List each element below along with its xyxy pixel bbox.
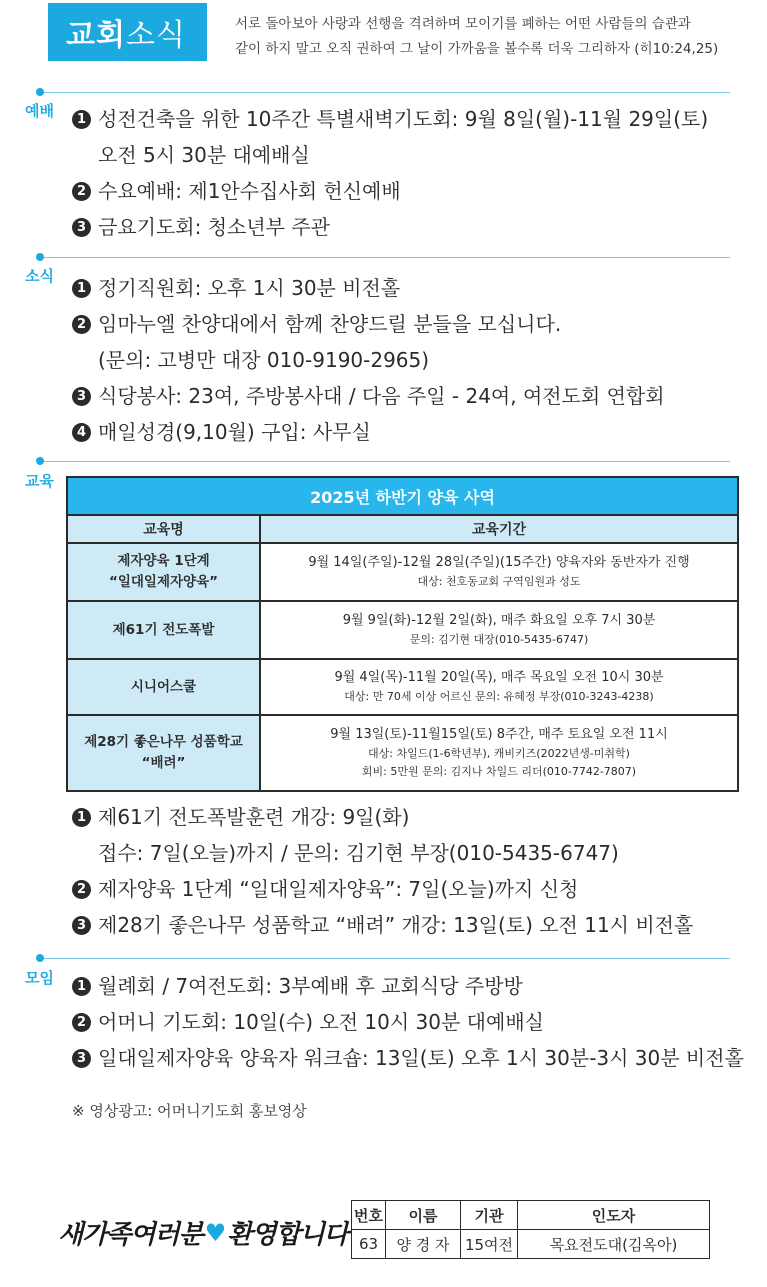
item-text: 임마누엘 찬양대에서 함께 찬양드릴 분들을 모십니다. <box>98 312 562 336</box>
item-text: 제61기 전도폭발훈련 개강: 9일(화) <box>98 805 410 829</box>
list-item <box>72 871 752 907</box>
item-text: 어머니 기도회: 10일(수) 오전 10시 30분 대예배실 <box>98 1010 544 1034</box>
course-period <box>260 543 738 601</box>
column-header: 인도자 <box>518 1201 710 1230</box>
item-number: 2 <box>72 1013 91 1032</box>
period-detail: 대상: 천호동교회 구역임원과 성도 <box>417 575 581 588</box>
course-name <box>67 659 260 715</box>
course-name-line: 제28기 좋은나무 성품학교 <box>84 734 243 750</box>
column-header: 기관 <box>461 1201 518 1230</box>
item-text: 금요기도회: 청소년부 주관 <box>98 215 330 239</box>
section-label-worship: 예배 <box>25 102 54 120</box>
item-text: 일대일제자양육 양육자 워크숍: 13일(토) 오후 1시 30분-3시 30분 비전홀 <box>98 1046 744 1070</box>
course-name <box>67 715 260 791</box>
divider-dot <box>36 954 44 962</box>
bible-verse <box>235 12 755 62</box>
course-name <box>67 601 260 659</box>
item-text: 월례회 / 7여전도회: 3부예배 후 교회식당 주방방 <box>98 974 523 998</box>
list-item <box>72 209 752 245</box>
item-text: 매일성경(9,10월) 구입: 사무실 <box>98 420 371 444</box>
course-period <box>260 715 738 791</box>
item-text: 제28기 좋은나무 성품학교 “배려” 개강: 13일(토) 오전 11시 비전홀 <box>98 913 694 937</box>
course-name <box>67 543 260 601</box>
welcome-banner <box>58 1214 348 1251</box>
title-bold: 교회 <box>66 18 126 53</box>
item-number: 3 <box>72 916 91 935</box>
table-row <box>67 715 738 791</box>
divider <box>40 92 730 93</box>
title-light: 소식 <box>125 18 186 53</box>
divider <box>40 958 730 959</box>
newcomer-number: 63 <box>352 1230 386 1259</box>
list-item <box>72 907 752 943</box>
education-list <box>72 799 752 943</box>
divider <box>40 257 730 258</box>
column-header: 교육명 <box>67 515 260 543</box>
column-header: 교육기간 <box>260 515 738 543</box>
item-text: 성전건축을 위한 10주간 특별새벽기도회: 9월 8일(월)-11월 29일(토) <box>98 107 709 131</box>
table-row <box>67 659 738 715</box>
meeting-list <box>72 968 752 1076</box>
table-row <box>67 601 738 659</box>
period-text: 9월 14일(주일)-12월 28일(주일)(15주간) 양육자와 동반자가 진행 <box>308 555 690 570</box>
newcomer-name: 양 경 자 <box>386 1230 461 1259</box>
item-number: 2 <box>72 880 91 899</box>
course-name-line: 제자양육 1단계 <box>117 553 210 569</box>
item-number: 1 <box>72 279 91 298</box>
item-number: 1 <box>72 110 91 129</box>
list-item <box>72 414 752 450</box>
period-detail: 대상: 만 70세 이상 어르신 문의: 유혜정 부장(010-3243-4238) <box>344 690 654 703</box>
item-number: 2 <box>72 315 91 334</box>
list-item <box>72 1040 752 1076</box>
list-item <box>72 306 752 342</box>
item-number: 1 <box>72 977 91 996</box>
section-label-meeting: 모임 <box>25 969 54 987</box>
divider <box>40 461 730 462</box>
list-item <box>72 378 752 414</box>
course-name-line: 시니어스쿨 <box>130 678 197 695</box>
item-number: 3 <box>72 1049 91 1068</box>
divider-dot <box>36 253 44 261</box>
list-item <box>72 270 752 306</box>
period-detail: 대상: 차일드(1-6학년부), 캐비키즈(2022년생-미취학) <box>368 747 630 760</box>
list-item <box>72 968 752 1004</box>
course-name-line: “일대일제자양육” <box>108 574 219 590</box>
section-label-news: 소식 <box>25 267 54 285</box>
welcome-text-left: 새가족여러분 <box>58 1220 203 1250</box>
section-label-education: 교육 <box>25 472 54 490</box>
item-number: 3 <box>72 218 91 237</box>
period-text: 9월 9일(화)-12월 2일(화), 매주 화요일 오후 7시 30분 <box>342 613 656 628</box>
news-list <box>72 270 752 450</box>
newcomer-org: 15여전 <box>461 1230 518 1259</box>
heart-icon: ♥ <box>204 1218 226 1247</box>
item-text: 식당봉사: 23여, 주방봉사대 / 다음 주일 - 24여, 여전도회 연합회 <box>98 384 665 408</box>
period-text: 9월 4일(목)-11월 20일(목), 매주 목요일 오전 10시 30분 <box>334 670 664 685</box>
period-text: 9월 13일(토)-11월15일(토) 8주간, 매주 토요일 오전 11시 <box>330 727 668 742</box>
list-item <box>72 1004 752 1040</box>
course-name-line: “배려” <box>141 755 186 771</box>
item-number: 1 <box>72 808 91 827</box>
table-row <box>67 543 738 601</box>
list-item <box>72 173 752 209</box>
list-item-continuation: 오전 5시 30분 대예배실 <box>98 143 310 167</box>
list-item <box>72 101 752 137</box>
table-caption: 2025년 하반기 양육 사역 <box>67 477 738 515</box>
newcomer-guide: 목요전도대(김옥아) <box>518 1230 710 1259</box>
course-name-line: 제61기 전도폭발 <box>112 621 215 638</box>
course-period <box>260 659 738 715</box>
column-header: 번호 <box>352 1201 386 1230</box>
list-item-continuation: (문의: 고병만 대장 010-9190-2965) <box>98 348 430 372</box>
newcomer-table <box>351 1200 710 1259</box>
table-row <box>352 1230 710 1259</box>
worship-list <box>72 101 752 245</box>
item-number: 3 <box>72 387 91 406</box>
period-detail: 문의: 김기현 대장(010-5435-6747) <box>409 633 589 646</box>
divider-dot <box>36 457 44 465</box>
education-schedule-table <box>66 476 739 792</box>
verse-line: 같이 하지 말고 오직 권하여 그 날이 가까움을 볼수록 더욱 그리하자 (히10:24,25) <box>235 41 719 57</box>
verse-line: 서로 돌아보아 사랑과 선행을 격려하며 모이기를 폐하는 어떤 사람들의 습관과 <box>235 16 691 32</box>
section-title <box>48 3 207 61</box>
item-text: 수요예배: 제1안수집사회 헌신예배 <box>98 179 401 203</box>
list-item-continuation: 접수: 7일(오늘)까지 / 문의: 김기현 부장(010-5435-6747) <box>98 841 619 865</box>
welcome-text-right: 환영합니다 <box>227 1220 348 1250</box>
item-text: 제자양육 1단계 “일대일제자양육”: 7일(오늘)까지 신청 <box>98 877 579 901</box>
item-text: 정기직원회: 오후 1시 30분 비전홀 <box>98 276 401 300</box>
course-period <box>260 601 738 659</box>
video-ad-note: ※ 영상광고: 어머니기도회 홍보영상 <box>72 1102 307 1120</box>
divider-dot <box>36 88 44 96</box>
list-item <box>72 799 752 835</box>
item-number: 2 <box>72 182 91 201</box>
item-number: 4 <box>72 423 91 442</box>
period-detail: 회비: 5만원 문의: 김지나 차일드 리더(010-7742-7807) <box>361 765 637 778</box>
column-header: 이름 <box>386 1201 461 1230</box>
